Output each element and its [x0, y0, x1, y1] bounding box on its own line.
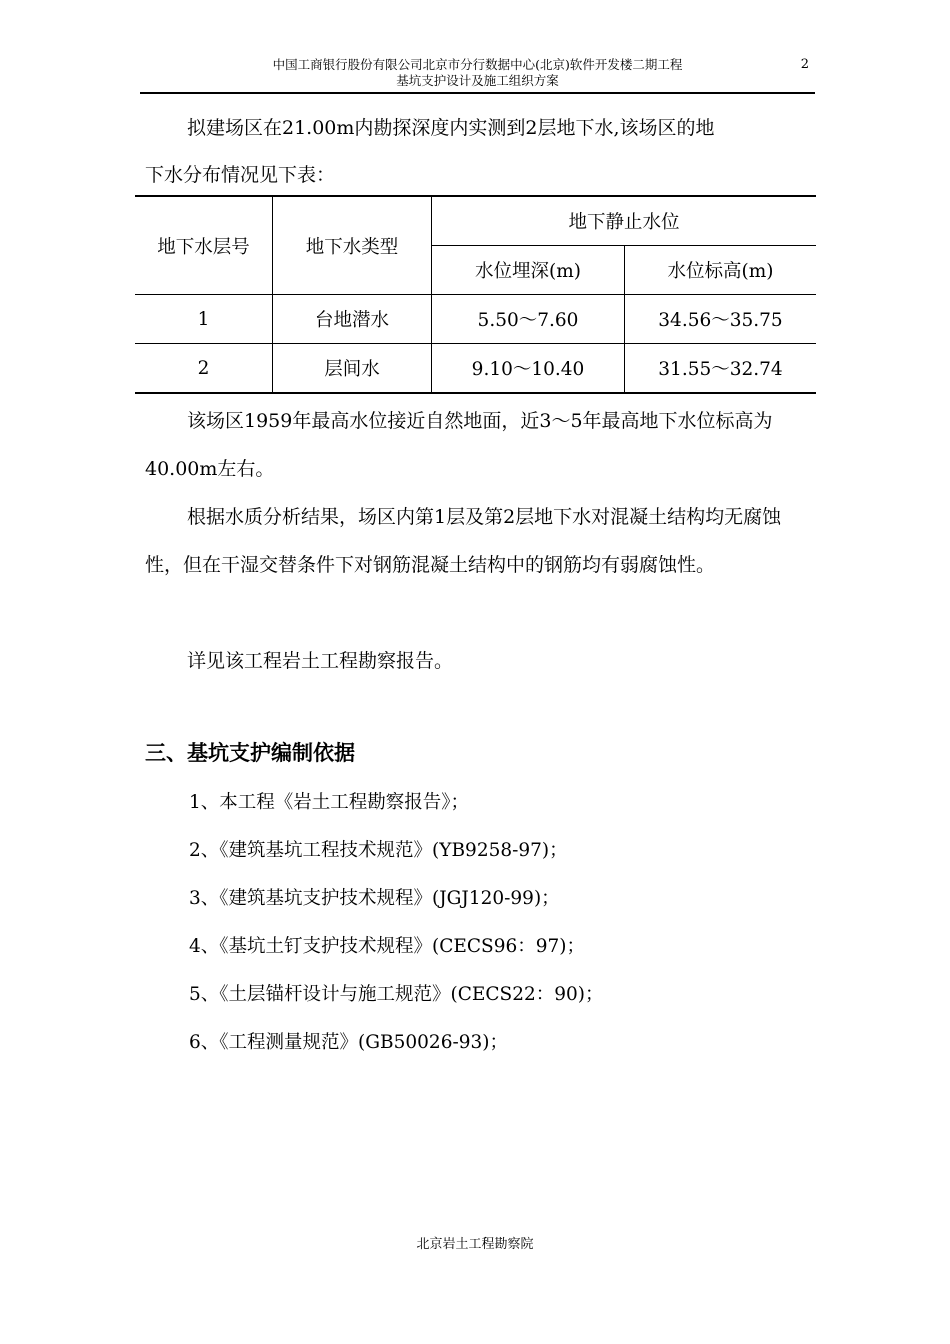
header-depth: 水位埋深(m)	[432, 246, 625, 295]
header-static-level: 地下静止水位	[432, 196, 817, 246]
cell-type: 层间水	[273, 344, 432, 394]
header-type: 地下水类型	[273, 196, 432, 295]
page-footer: 北京岩土工程勘察院	[416, 1237, 534, 1252]
intro-line-2: 下水分布情况见下表：	[145, 164, 336, 186]
table-row	[135, 295, 816, 344]
header-document-title: 基坑支护设计及施工组织方案	[396, 73, 559, 88]
list-item: 1、本工程《岩土工程勘察报告》；	[189, 792, 470, 813]
list-item: 3、《建筑基坑支护技术规程》(JGJ120-99)；	[189, 888, 560, 909]
list-item: 6、《工程测量规范》(GB50026-93)；	[189, 1032, 508, 1053]
cell-elevation: 31.55～32.74	[625, 344, 817, 394]
list-item: 4、《基坑土钉支护技术规程》(CECS96：97)；	[189, 936, 586, 957]
cell-depth: 9.10～10.40	[432, 344, 625, 394]
intro-line-1: 拟建场区在21.00m内勘探深度内实测到2层地下水,该场区的地	[187, 117, 715, 139]
list-item: 5、《土层锚杆设计与施工规范》(CECS22：90)；	[189, 984, 604, 1005]
cell-type: 台地潜水	[273, 295, 432, 344]
paragraph-corrosion: 根据水质分析结果，场区内第1层及第2层地下水对混凝土结构均无腐蚀性，但在干湿交替条件下对钢筋混凝土结构中的钢筋均有弱腐蚀性。	[145, 506, 782, 576]
groundwater-table	[135, 195, 816, 394]
paragraph-reference: 详见该工程岩土工程勘察报告。	[187, 650, 454, 672]
header-elevation: 水位标高(m)	[625, 246, 817, 295]
page-number: 2	[800, 57, 809, 72]
table-header-row	[135, 196, 816, 246]
header-layer: 地下水层号	[135, 196, 273, 295]
section-title: 三、基坑支护编制依据	[145, 741, 355, 765]
page-header	[140, 54, 815, 94]
paragraph-water-history: 该场区1959年最高水位接近自然地面，近3～5年最高地下水位标高为40.00m左右。	[145, 410, 773, 480]
cell-depth: 5.50～7.60	[432, 295, 625, 344]
cell-elevation: 34.56～35.75	[625, 295, 817, 344]
cell-layer: 1	[135, 295, 273, 344]
table-row	[135, 344, 816, 394]
list-item: 2、《建筑基坑工程技术规范》(YB9258-97)；	[189, 840, 568, 861]
header-project-title: 中国工商银行股份有限公司北京市分行数据中心(北京)软件开发楼二期工程	[272, 57, 683, 72]
cell-layer: 2	[135, 344, 273, 394]
